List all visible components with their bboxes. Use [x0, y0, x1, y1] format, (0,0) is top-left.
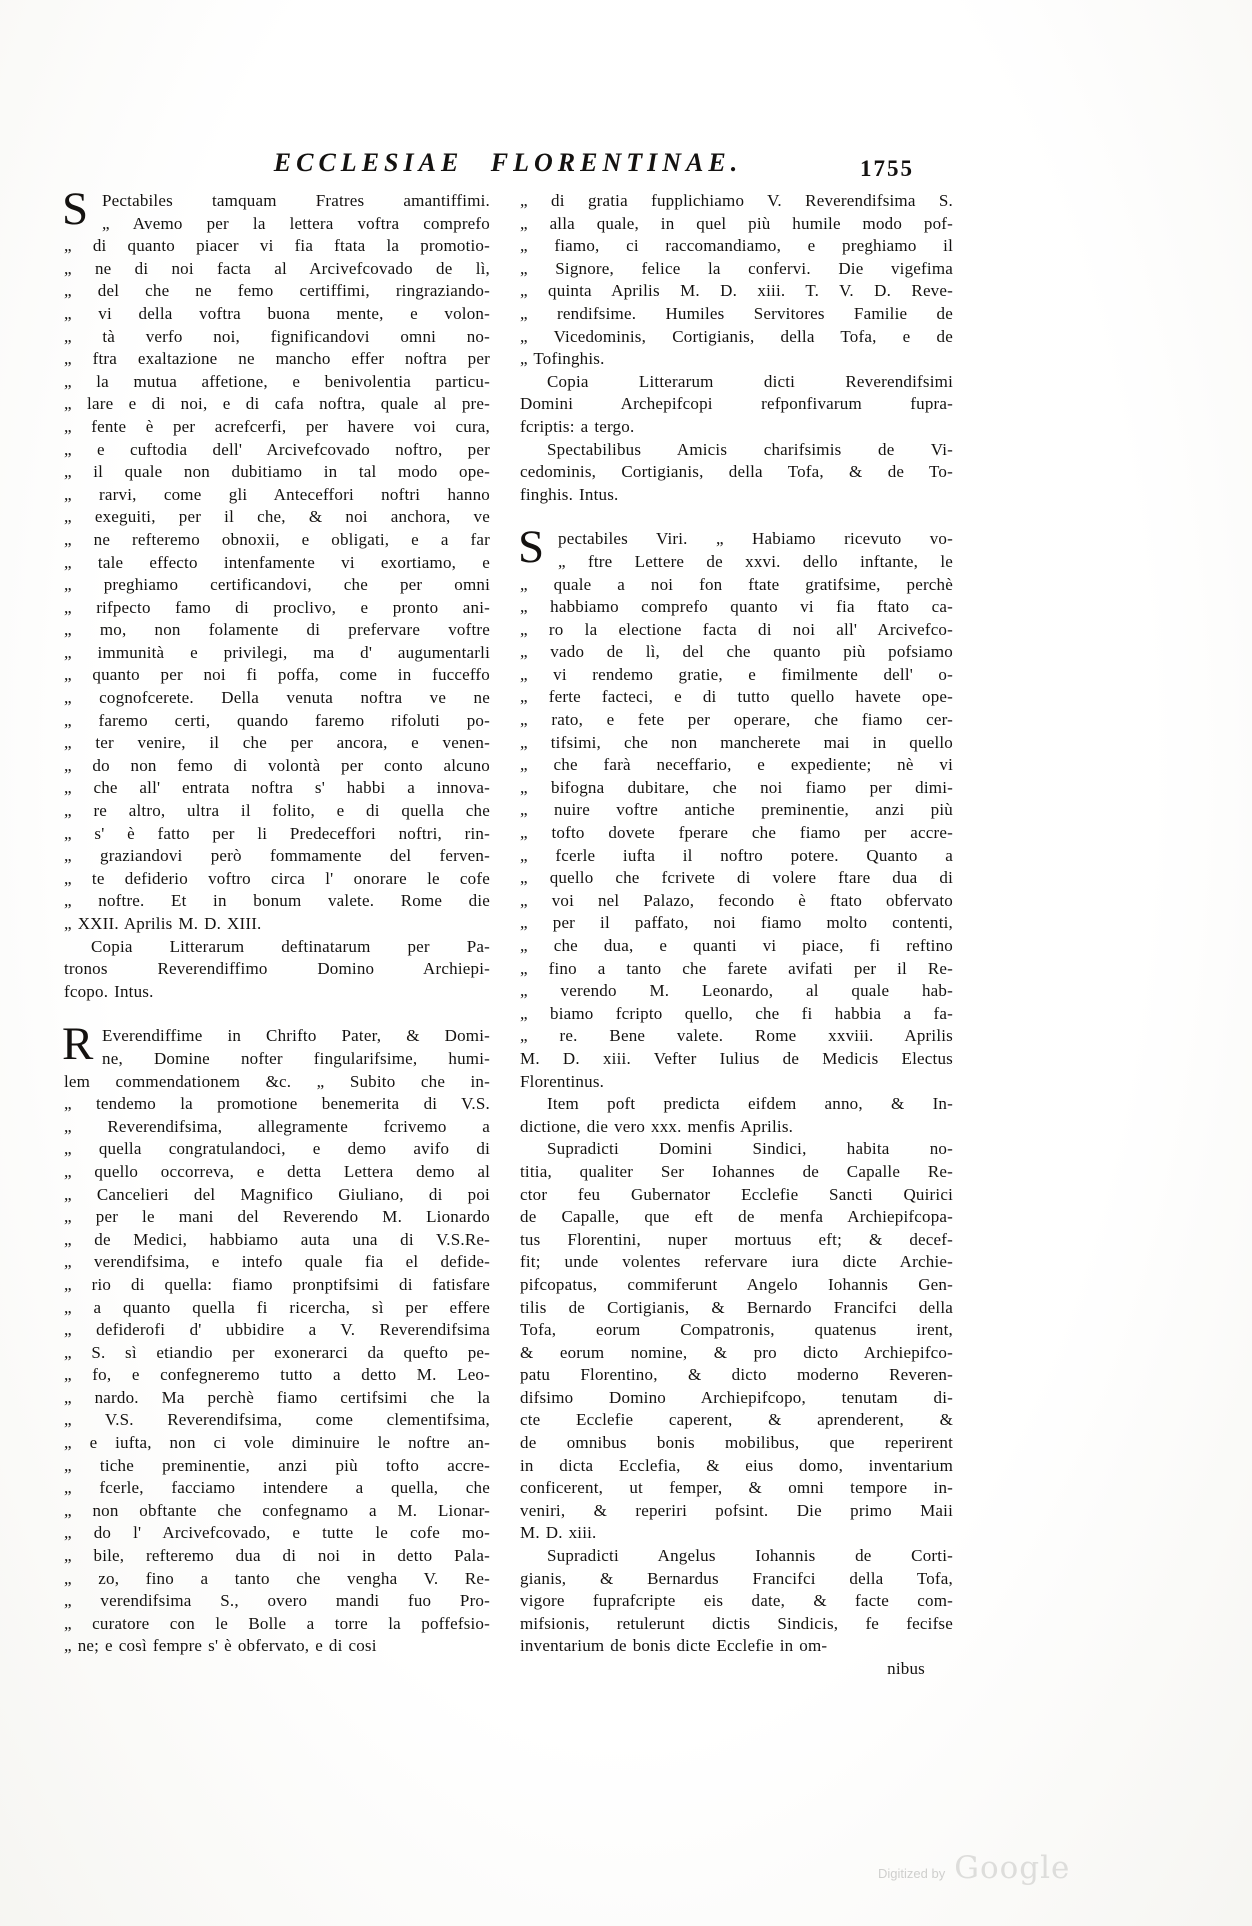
text-line: Pectabiles tamquam Fratres amantiffimi. — [102, 191, 490, 210]
text-line: „ voi nel Palazo, fecondo è ftato obfervato — [520, 890, 953, 910]
text-line: patu Florentino, & dicto moderno Reveren- — [520, 1365, 953, 1385]
text-line: „ tale effecto intenfamente vi exortiamo, e — [64, 552, 490, 572]
text-line: difsimo Domino Archiepifcopo, tenutam di- — [520, 1387, 953, 1407]
text-line: titia, qualiter Ser Iohannes de Capalle Re- — [520, 1161, 953, 1181]
text-line: „ nuire voftre antiche preminentie, anzi più — [520, 800, 953, 820]
text-line: Domini Archepifcopi refponfivarum fupra- — [520, 394, 953, 414]
text-line: „ vi rendemo gratie, e fimilmente dell' o- — [520, 664, 953, 684]
text-line: „ per le mani del Reverendo M. Lionardo — [64, 1207, 490, 1227]
text-line: „ Vicedominis, Cortigianis, della Tofa, e de — [520, 326, 953, 346]
text-line: conficerent, ut femper, & omni tempore in- — [520, 1478, 953, 1498]
text-line: „ de Medici, habbiamo auta una di V.S.Re- — [64, 1229, 490, 1249]
text-line: „ che dua, e quanti vi piace, fi reftino — [520, 936, 953, 955]
text-line: „ ro la electione facta di noi all' Arcivefco- — [520, 619, 953, 639]
text-line: „ e iufta, non ci vole diminuire le noftre an- — [64, 1433, 490, 1453]
text-line: „ il quale non dubitiamo in tal modo ope- — [64, 462, 490, 482]
text-line: „ verendifsima S., overo mandi fuo Pro- — [64, 1591, 490, 1611]
text-line: „ do l' Arcivefcovado, e tutte le cofe mo- — [64, 1523, 490, 1543]
text-line: „ Avemo per la lettera voftra comprefo — [102, 213, 490, 233]
text-line: finghis. Intus. — [520, 484, 619, 504]
text-line: ctor feu Gubernator Ecclefie Sancti Quirici — [520, 1184, 953, 1204]
text-line: „ di quanto piacer vi fia ftata la promotio- — [64, 236, 490, 256]
text-line: Copia Litterarum deftinatarum per Pa- — [91, 936, 490, 956]
text-line: inventarium de bonis dicte Ecclefie in om- — [520, 1636, 828, 1656]
text-line: M. D. xiii. — [520, 1523, 597, 1543]
text-line: „ rifpecto famo di proclivo, e pronto ani- — [64, 597, 490, 617]
text-line: „ habbiamo comprefo quanto vi fia ftato ca- — [520, 597, 953, 617]
page-header-title: ECCLESIAE FLORENTINAE. — [273, 148, 743, 177]
text-line: „ a quanto quella fi ricercha, sì per effere — [64, 1297, 490, 1317]
text-line: „ e cuftodia dell' Arcivefcovado noftro, per — [64, 439, 490, 459]
text-line: „ cognofcerete. Della venuta noftra ve ne — [64, 688, 490, 708]
text-line: „ per il paffato, noi fiamo molto contenti, — [520, 913, 953, 933]
text-line: „ preghiamo certificandovi, che per omni — [64, 575, 490, 595]
text-line: „ quello occorreva, e detta Lettera demo al — [64, 1161, 490, 1181]
text-line: cte Ecclefie caperent, & aprenderent, & — [520, 1410, 953, 1430]
text-line: „ Cancelieri del Magnifico Giuliano, di poi — [64, 1184, 490, 1204]
google-watermark — [878, 1850, 1070, 1886]
paragraph — [520, 1138, 953, 1545]
paragraph — [64, 936, 490, 1004]
drop-cap: S — [62, 183, 89, 235]
text-line: „ rio di quella: fiamo pronptifsimi di fatisfare — [64, 1274, 490, 1294]
text-line: mifsionis, retulerunt dictis Sindicis, fe fecifse — [520, 1613, 953, 1633]
text-line: gianis, & Bernardus Francifci della Tofa, — [520, 1568, 953, 1588]
text-line: „ ne; e così fempre s' è obfervato, e di cosi — [64, 1636, 377, 1656]
text-line: „ verendo M. Leonardo, al quale hab- — [520, 981, 953, 1001]
text-line: cedominis, Cortigianis, della Tofa, & de To- — [520, 462, 953, 482]
text-line: „ fo, e confegneremo tutto a detto M. Leo- — [64, 1365, 490, 1385]
text-line: „ lare e di noi, e di cafa noftra, quale al pre- — [64, 394, 490, 414]
text-line: „ quale a noi fon ftate gratifsime, perchè — [520, 574, 953, 594]
text-line: „ ter venire, il che per ancora, e venen- — [64, 733, 490, 753]
paragraph — [520, 190, 953, 371]
text-line: „ quanto per noi fi poffa, come in fucceffo — [64, 665, 490, 685]
text-line: „ fcerle, facciamo intendere a quella, che — [64, 1478, 490, 1498]
catchword: nibus — [887, 1659, 925, 1678]
text-line: „ rato, e fete per operare, che fiamo cer- — [520, 710, 953, 730]
text-line: „ ne refteremo obnoxii, e obligati, e a far — [64, 529, 490, 549]
paragraph — [62, 1018, 490, 1658]
paragraph — [520, 371, 953, 439]
text-line: „ bile, refteremo dua di noi in detto Pala- — [64, 1546, 490, 1566]
text-line: Everendiffime in Chrifto Pater, & Domi- — [102, 1026, 490, 1046]
text-line: „ tifsimi, che non mancherete mai in quello — [520, 732, 953, 752]
text-line: „ noftre. Et in bonum valete. Rome die — [64, 891, 490, 911]
paragraph — [62, 183, 490, 936]
text-line: „ do non femo di volontà per conto alcuno — [64, 755, 490, 775]
text-line: „ vado de lì, del che quanto più pofsiamo — [520, 642, 953, 662]
text-line: „ te defiderio voftro circa l' onorare le cofe — [64, 868, 490, 888]
text-line: Supradicti Domini Sindici, habita no- — [547, 1139, 953, 1159]
text-line: „ XXII. Aprilis M. D. XIII. — [64, 914, 262, 933]
text-line: fit; unde volentes refervare iura dicte Archie- — [520, 1252, 953, 1272]
drop-cap: S — [518, 521, 545, 574]
paragraph — [520, 1545, 953, 1681]
text-line: Copia Litterarum dicti Reverendifsimi — [547, 371, 953, 391]
text-line: tus Florentini, nuper mortuus eft; & decef- — [520, 1229, 953, 1249]
text-line: „ tiche preminentie, anzi più tofto accre- — [64, 1455, 490, 1475]
text-line: „ V.S. Reverendifsima, come clementifsima, — [64, 1410, 490, 1430]
page-number: 1755 — [860, 156, 914, 181]
text-line: „ nardo. Ma perchè fiamo certifsimi che la — [64, 1387, 490, 1407]
text-line: „ fiamo, ci raccomandiamo, e preghiamo il — [520, 236, 953, 256]
text-line: Tofa, eorum Compatronis, quatenus irent, — [520, 1320, 953, 1340]
text-line: „ defiderofi d' ubbidire a V. Reverendifsima — [64, 1320, 490, 1340]
text-line: „ re. Bene valete. Rome xxviii. Aprilis — [520, 1026, 953, 1046]
text-line: dictione, die vero xxx. menfis Aprilis. — [520, 1116, 794, 1136]
text-line: „ ftra exaltazione ne mancho effer noftra per — [64, 349, 490, 369]
text-line: „ S. sì etiandio per exonerarci da quefto pe- — [64, 1342, 490, 1362]
text-line: M. D. xiii. Vefter Iulius de Medicis Electus — [520, 1048, 953, 1068]
text-line: „ fino a tanto che farete avifati per il Re- — [520, 958, 953, 978]
text-line: tilis de Cortigianis, & Bernardo Francifci della — [520, 1297, 953, 1317]
text-line: „ verendifsima, e intefo quale fia el defide- — [64, 1252, 490, 1272]
text-line: fcriptis: a tergo. — [520, 416, 635, 436]
text-line: „ faremo certi, quando faremo rifoluti po- — [64, 710, 490, 730]
text-column-left — [62, 183, 490, 1658]
text-line: lem commendationem &c. „ Subito che in- — [64, 1071, 490, 1091]
text-line: „ non obftante che confegnamo a M. Lionar- — [64, 1500, 490, 1520]
text-line: „ mo, non folamente di prefervare voftre — [64, 620, 490, 640]
text-line: „ quello che fcrivete di volere ftare dua di — [520, 868, 953, 888]
text-line: ne, Domine nofter fingularifsime, humi- — [102, 1048, 490, 1068]
text-line: „ s' è fatto per li Predeceffori noftri, rin- — [64, 823, 490, 843]
text-line: „ Signore, felice la confervi. Die vigefima — [520, 258, 953, 278]
text-column-right — [520, 190, 953, 1681]
text-line: „ bifogna dubitare, che noi fiamo per dimi- — [520, 777, 953, 797]
text-line: „ alla quale, in quel più humile modo pof- — [520, 213, 953, 233]
text-line: „ tà verfo noi, fignificandovi omni no- — [64, 326, 490, 346]
text-line: „ Tofinghis. — [520, 349, 605, 369]
google-logo-text: Google — [954, 1850, 1071, 1886]
text-line: „ di gratia fupplichiamo V. Reverendifsima S. — [520, 191, 953, 210]
text-line: „ rendifsime. Humiles Servitores Familie de — [520, 303, 953, 323]
text-line: pectabiles Viri. „ Habiamo ricevuto vo- — [558, 529, 953, 549]
paragraph — [518, 521, 953, 1093]
text-line: „ exeguiti, per il che, & noi anchora, ve — [64, 507, 490, 527]
text-line: Item poft predicta eifdem anno, & In- — [547, 1094, 953, 1114]
text-line: Florentinus. — [520, 1071, 605, 1091]
text-line: & eorum nomine, & pro dicto Archiepifco- — [520, 1342, 953, 1362]
text-line: de omnibus bonis mobilibus, que reperirent — [520, 1433, 953, 1453]
text-line: „ immunità e privilegi, ma d' augumentarli — [64, 642, 490, 662]
text-line: „ fente è per acrefcerfi, per havere voi cura, — [64, 416, 490, 436]
text-line: in dicta Ecclefia, & eius domo, inventarium — [520, 1455, 953, 1475]
text-line: tronos Reverendiffimo Domino Archiepi- — [64, 959, 490, 979]
text-line: „ curatore con le Bolle a torre la poffefsio- — [64, 1613, 490, 1633]
text-line: „ la mutua affetione, e benivolentia particu- — [64, 371, 490, 391]
text-line: „ vi della voftra buona mente, e volon- — [64, 303, 490, 323]
text-line: vigore fuprafcripte eis date, & facte com- — [520, 1591, 953, 1611]
text-line: „ biamo fcripto quello, che fi habbia a fa- — [520, 1003, 953, 1023]
text-line: „ ferte facteci, e di tutto quello havete ope- — [520, 687, 953, 707]
text-line: „ tofto dovete fperare che fiamo per accre- — [520, 823, 953, 843]
text-line: „ re altro, ultra il folito, e di quella che — [64, 801, 490, 821]
text-line: „ rarvi, come gli Anteceffori noftri hanno — [64, 484, 490, 504]
watermark-prefix-text: Digitized by — [878, 1866, 946, 1881]
paragraph — [520, 1093, 953, 1138]
text-line: „ ftre Lettere de xxvi. dello inftante, le — [558, 551, 953, 571]
text-line: „ ne di noi facta al Arcivefcovado de lì, — [64, 258, 490, 278]
text-line: Supradicti Angelus Iohannis de Corti- — [547, 1546, 953, 1566]
drop-cap: R — [62, 1018, 94, 1071]
text-line: de Capalle, que eft de menfa Archiepifcopa- — [520, 1207, 953, 1227]
text-line: „ tendemo la promotione benemerita di V.S. — [64, 1094, 490, 1114]
text-line: veniri, & reperiri pofsint. Die primo Maii — [520, 1500, 953, 1520]
text-line: „ quinta Aprilis M. D. xiii. T. V. D. Reve- — [520, 281, 953, 301]
text-line: „ zo, fino a tanto che vengha V. Re- — [64, 1568, 490, 1588]
text-line: „ graziandovi però fommamente del ferven- — [64, 846, 490, 866]
text-line: „ fcerle iufta il noftro potere. Quanto a — [520, 845, 953, 865]
text-line: „ che all' entrata noftra s' habbi a innova- — [64, 778, 490, 798]
text-line: Spectabilibus Amicis charifsimis de Vi- — [547, 439, 953, 459]
text-line: „ che farà neceffario, e expediente; nè vi — [520, 755, 953, 775]
paragraph — [520, 439, 953, 507]
text-line: fcopo. Intus. — [64, 981, 154, 1001]
text-line: „ del che ne femo certiffimi, ringraziando- — [64, 281, 490, 301]
text-line: pifcopatus, commiferunt Angelo Iohannis Gen- — [520, 1274, 953, 1294]
text-line: „ Reverendifsima, allegramente fcrivemo a — [64, 1116, 490, 1136]
text-line: „ quella congratulandoci, e demo avifo di — [64, 1139, 490, 1159]
